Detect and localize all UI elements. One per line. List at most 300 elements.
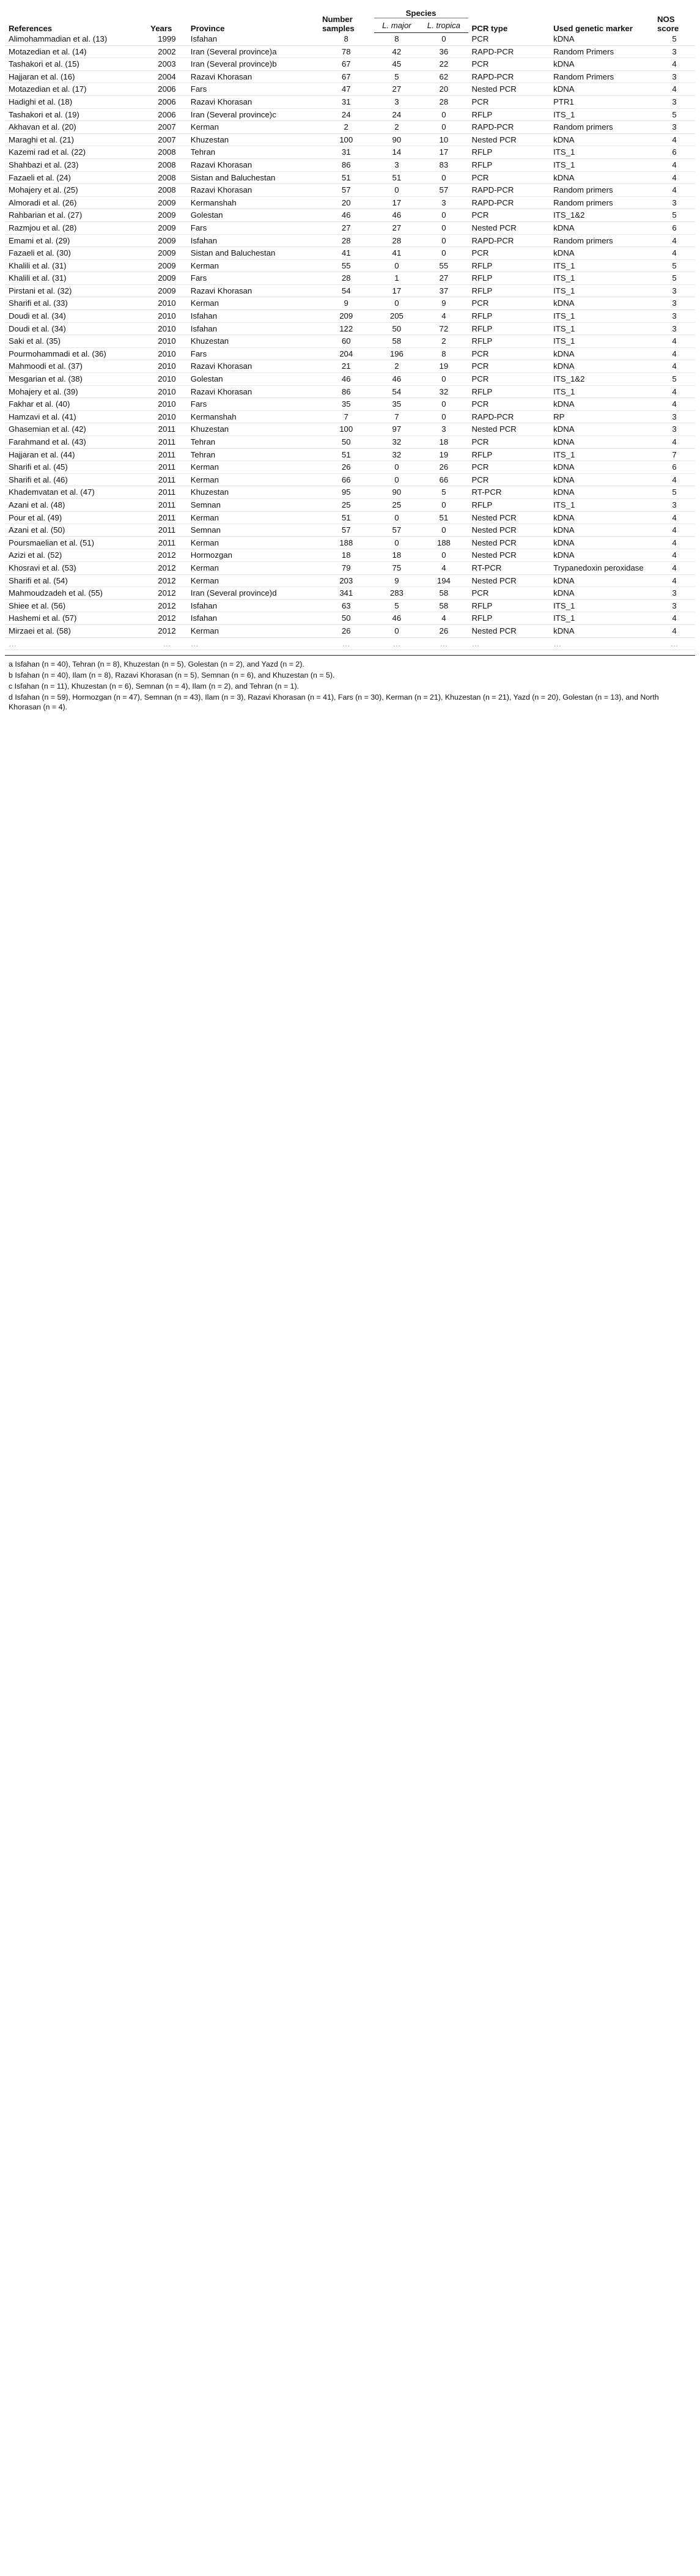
cell-nos: 4 bbox=[654, 524, 695, 537]
cell-samples: 188 bbox=[319, 536, 374, 549]
table-row bbox=[5, 184, 695, 197]
cell-year: 2010 bbox=[147, 335, 187, 348]
cell-pcr-type: PCR bbox=[468, 461, 550, 474]
cell-l-major: 32 bbox=[374, 436, 420, 449]
cell-year: 2010 bbox=[147, 410, 187, 423]
table-row bbox=[5, 234, 695, 247]
table-body bbox=[5, 33, 695, 650]
cell-province: Sistan and Baluchestan bbox=[187, 247, 319, 260]
cell-province: Kerman bbox=[187, 473, 319, 486]
cell-nos: 4 bbox=[654, 335, 695, 348]
cell-l-major: 58 bbox=[374, 335, 420, 348]
cell-l-major: 90 bbox=[374, 133, 420, 146]
cell-samples: 51 bbox=[319, 511, 374, 524]
cell-l-major: 0 bbox=[374, 624, 420, 637]
cell-samples: 20 bbox=[319, 196, 374, 209]
cell-year: 2010 bbox=[147, 322, 187, 335]
cell-l-major: 9 bbox=[374, 574, 420, 587]
cell-l-major: 54 bbox=[374, 385, 420, 398]
cell-reference: Doudi et al. (34) bbox=[5, 310, 147, 323]
table-row bbox=[5, 498, 695, 511]
cell-reference: Hamzavi et al. (41) bbox=[5, 410, 147, 423]
cell-nos: 5 bbox=[654, 272, 695, 285]
cell-samples: 9 bbox=[319, 297, 374, 310]
cell-pcr-type: RFLP bbox=[468, 498, 550, 511]
cell-samples: 78 bbox=[319, 45, 374, 58]
cell-l-major: 0 bbox=[374, 461, 420, 474]
table-row bbox=[5, 486, 695, 499]
cell-nos: 4 bbox=[654, 549, 695, 562]
cell-pcr-type: RFLP bbox=[468, 599, 550, 612]
cell-year: 2012 bbox=[147, 612, 187, 625]
table-row bbox=[5, 448, 695, 461]
cell-l-tropica: 8 bbox=[419, 347, 468, 360]
cell-l-tropica: 20 bbox=[419, 83, 468, 96]
cell-year: 2010 bbox=[147, 385, 187, 398]
cell-samples: 122 bbox=[319, 322, 374, 335]
cell-pcr-type: PCR bbox=[468, 360, 550, 373]
cell-nos: 4 bbox=[654, 133, 695, 146]
cell-l-major: 97 bbox=[374, 423, 420, 436]
cell-samples: 51 bbox=[319, 448, 374, 461]
cell-l-tropica: 194 bbox=[419, 574, 468, 587]
cell-marker: kDNA bbox=[550, 624, 654, 637]
cell-nos: 3 bbox=[654, 587, 695, 600]
table-row bbox=[5, 108, 695, 121]
cell-nos: 3 bbox=[654, 70, 695, 83]
cell-marker: kDNA bbox=[550, 587, 654, 600]
cell-reference: Doudi et al. (34) bbox=[5, 322, 147, 335]
cell-nos: 4 bbox=[654, 473, 695, 486]
table-row bbox=[5, 612, 695, 625]
cell-province: Khuzestan bbox=[187, 486, 319, 499]
table-row bbox=[5, 196, 695, 209]
cell-samples: 35 bbox=[319, 398, 374, 411]
cell-pcr-type: PCR bbox=[468, 247, 550, 260]
cell-year: 2012 bbox=[147, 624, 187, 637]
cell-marker: ITS_1 bbox=[550, 599, 654, 612]
cell-reference: Azizi et al. (52) bbox=[5, 549, 147, 562]
cell-nos: 5 bbox=[654, 373, 695, 386]
cell-samples: 41 bbox=[319, 247, 374, 260]
cell-year: 2009 bbox=[147, 221, 187, 234]
cell-marker: ITS_1&2 bbox=[550, 373, 654, 386]
table-row bbox=[5, 637, 695, 650]
cell-pcr-type: PCR bbox=[468, 297, 550, 310]
cell-l-tropica: 0 bbox=[419, 373, 468, 386]
cell-l-major: 46 bbox=[374, 612, 420, 625]
cell-reference: Shiee et al. (56) bbox=[5, 599, 147, 612]
cell-l-tropica: 83 bbox=[419, 158, 468, 171]
cell-l-tropica: 22 bbox=[419, 58, 468, 71]
cell-samples: 8 bbox=[319, 33, 374, 46]
cell-pcr-type: RAPD-PCR bbox=[468, 121, 550, 134]
cell-reference: Saki et al. (35) bbox=[5, 335, 147, 348]
footnote: b Isfahan (n = 40), Ilam (n = 8), Razavi Khorasan (n = 5), Semnan (n = 6), and Khuzestan (n = 5). bbox=[9, 671, 335, 680]
table-row bbox=[5, 536, 695, 549]
cell-l-tropica: 66 bbox=[419, 473, 468, 486]
cell-reference: Khademvatan et al. (47) bbox=[5, 486, 147, 499]
cell-nos: 4 bbox=[654, 58, 695, 71]
cell-samples: 51 bbox=[319, 171, 374, 184]
cell-nos: … bbox=[654, 637, 695, 650]
cell-marker: kDNA bbox=[550, 247, 654, 260]
cell-samples: … bbox=[319, 637, 374, 650]
cell-samples: 67 bbox=[319, 70, 374, 83]
cell-year: 2004 bbox=[147, 70, 187, 83]
cell-pcr-type: PCR bbox=[468, 398, 550, 411]
cell-reference: Fazaeli et al. (30) bbox=[5, 247, 147, 260]
cell-samples: 100 bbox=[319, 423, 374, 436]
table-row bbox=[5, 95, 695, 108]
cell-l-major: 5 bbox=[374, 599, 420, 612]
table-row bbox=[5, 158, 695, 171]
table-row bbox=[5, 221, 695, 234]
cell-pcr-type: RT-PCR bbox=[468, 486, 550, 499]
cell-l-major: 27 bbox=[374, 221, 420, 234]
cell-pcr-type: RAPD-PCR bbox=[468, 70, 550, 83]
cell-province: Fars bbox=[187, 83, 319, 96]
cell-province: Fars bbox=[187, 347, 319, 360]
cell-marker: PTR1 bbox=[550, 95, 654, 108]
cell-year: 2010 bbox=[147, 347, 187, 360]
cell-l-major: 46 bbox=[374, 209, 420, 222]
cell-l-tropica: … bbox=[419, 637, 468, 650]
cell-province: Semnan bbox=[187, 498, 319, 511]
cell-reference: Pour et al. (49) bbox=[5, 511, 147, 524]
cell-year: 2011 bbox=[147, 436, 187, 449]
cell-l-tropica: 0 bbox=[419, 221, 468, 234]
cell-province: Isfahan bbox=[187, 599, 319, 612]
cell-l-major: 18 bbox=[374, 549, 420, 562]
cell-reference: Emami et al. (29) bbox=[5, 234, 147, 247]
table-row bbox=[5, 121, 695, 134]
cell-marker: ITS_1 bbox=[550, 108, 654, 121]
cell-samples: 50 bbox=[319, 612, 374, 625]
cell-samples: 31 bbox=[319, 95, 374, 108]
footnote: a Isfahan (n = 40), Tehran (n = 8), Khuzestan (n = 5), Golestan (n = 2), and Yazd (n = 2). bbox=[9, 660, 304, 669]
cell-nos: 3 bbox=[654, 121, 695, 134]
cell-province: Fars bbox=[187, 398, 319, 411]
cell-reference: Razmjou et al. (28) bbox=[5, 221, 147, 234]
table-row bbox=[5, 410, 695, 423]
cell-year: 2009 bbox=[147, 196, 187, 209]
cell-reference: Pirstani et al. (32) bbox=[5, 284, 147, 297]
cell-reference: Hashemi et al. (57) bbox=[5, 612, 147, 625]
cell-pcr-type: RAPD-PCR bbox=[468, 184, 550, 197]
cell-l-major: 24 bbox=[374, 108, 420, 121]
cell-year: 2006 bbox=[147, 108, 187, 121]
cell-samples: 21 bbox=[319, 360, 374, 373]
cell-l-major: 17 bbox=[374, 284, 420, 297]
cell-marker: RP bbox=[550, 410, 654, 423]
cell-marker: kDNA bbox=[550, 133, 654, 146]
cell-l-tropica: 19 bbox=[419, 360, 468, 373]
cell-samples: 204 bbox=[319, 347, 374, 360]
cell-nos: 4 bbox=[654, 398, 695, 411]
cell-marker: kDNA bbox=[550, 423, 654, 436]
cell-pcr-type: PCR bbox=[468, 436, 550, 449]
cell-samples: 57 bbox=[319, 184, 374, 197]
cell-nos: 3 bbox=[654, 95, 695, 108]
cell-province: Semnan bbox=[187, 524, 319, 537]
table-row bbox=[5, 247, 695, 260]
cell-province: Kerman bbox=[187, 574, 319, 587]
cell-year: 2012 bbox=[147, 599, 187, 612]
cell-l-tropica: 9 bbox=[419, 297, 468, 310]
header-province: Province bbox=[190, 23, 225, 33]
header-references: References bbox=[9, 23, 53, 33]
footnote: c Isfahan (n = 11), Khuzestan (n = 6), Semnan (n = 4), Ilam (n = 2), and Tehran (n = 1). bbox=[9, 682, 300, 691]
cell-nos: 4 bbox=[654, 612, 695, 625]
cell-year: 2011 bbox=[147, 461, 187, 474]
header-years: Years bbox=[150, 23, 172, 33]
cell-l-tropica: 62 bbox=[419, 70, 468, 83]
cell-pcr-type: PCR bbox=[468, 209, 550, 222]
table-row bbox=[5, 524, 695, 537]
cell-reference: Khosravi et al. (53) bbox=[5, 561, 147, 574]
cell-l-major: … bbox=[374, 637, 420, 650]
cell-province: Fars bbox=[187, 221, 319, 234]
table-row bbox=[5, 146, 695, 159]
cell-year: 2006 bbox=[147, 83, 187, 96]
cell-pcr-type: RAPD-PCR bbox=[468, 196, 550, 209]
cell-province: Kermanshah bbox=[187, 196, 319, 209]
table-row bbox=[5, 33, 695, 46]
header-l-tropica: L. tropica bbox=[419, 18, 468, 33]
cell-province: Iran (Several province)a bbox=[187, 45, 319, 58]
cell-year: 2011 bbox=[147, 448, 187, 461]
cell-marker: ITS_1 bbox=[550, 612, 654, 625]
cell-pcr-type: Nested PCR bbox=[468, 549, 550, 562]
cell-province: Golestan bbox=[187, 373, 319, 386]
cell-l-tropica: 26 bbox=[419, 461, 468, 474]
table-row bbox=[5, 574, 695, 587]
cell-reference: Tashakori et al. (19) bbox=[5, 108, 147, 121]
cell-year: 2012 bbox=[147, 587, 187, 600]
cell-year: 2011 bbox=[147, 486, 187, 499]
cell-province: Razavi Khorasan bbox=[187, 385, 319, 398]
cell-province: Tehran bbox=[187, 146, 319, 159]
cell-nos: 5 bbox=[654, 33, 695, 46]
cell-nos: 3 bbox=[654, 196, 695, 209]
cell-year: 2008 bbox=[147, 171, 187, 184]
cell-marker: kDNA bbox=[550, 486, 654, 499]
table-row bbox=[5, 284, 695, 297]
cell-year: 2010 bbox=[147, 297, 187, 310]
cell-year: 2002 bbox=[147, 45, 187, 58]
cell-nos: 7 bbox=[654, 448, 695, 461]
cell-reference: Kazemi rad et al. (22) bbox=[5, 146, 147, 159]
cell-nos: 5 bbox=[654, 259, 695, 272]
cell-l-tropica: 19 bbox=[419, 448, 468, 461]
cell-l-tropica: 10 bbox=[419, 133, 468, 146]
cell-province: Isfahan bbox=[187, 33, 319, 46]
cell-province: Isfahan bbox=[187, 612, 319, 625]
cell-pcr-type: Nested PCR bbox=[468, 574, 550, 587]
cell-pcr-type: Nested PCR bbox=[468, 221, 550, 234]
cell-reference: Farahmand et al. (43) bbox=[5, 436, 147, 449]
cell-l-major: 2 bbox=[374, 121, 420, 134]
table-row bbox=[5, 259, 695, 272]
cell-pcr-type: RT-PCR bbox=[468, 561, 550, 574]
cell-province: Kerman bbox=[187, 297, 319, 310]
cell-province: Kerman bbox=[187, 624, 319, 637]
cell-reference: Almoradi et al. (26) bbox=[5, 196, 147, 209]
cell-province: Isfahan bbox=[187, 310, 319, 323]
cell-samples: 63 bbox=[319, 599, 374, 612]
cell-samples: 25 bbox=[319, 498, 374, 511]
cell-nos: 3 bbox=[654, 322, 695, 335]
table-row bbox=[5, 624, 695, 637]
cell-year: 2009 bbox=[147, 272, 187, 285]
cell-province: Razavi Khorasan bbox=[187, 284, 319, 297]
table-row bbox=[5, 83, 695, 96]
cell-nos: 3 bbox=[654, 45, 695, 58]
cell-nos: 3 bbox=[654, 310, 695, 323]
cell-reference: Akhavan et al. (20) bbox=[5, 121, 147, 134]
cell-pcr-type: PCR bbox=[468, 95, 550, 108]
cell-reference: Sharifi et al. (45) bbox=[5, 461, 147, 474]
cell-marker: kDNA bbox=[550, 33, 654, 46]
cell-reference: Khalili et al. (31) bbox=[5, 259, 147, 272]
cell-pcr-type: RFLP bbox=[468, 158, 550, 171]
cell-province: Kerman bbox=[187, 461, 319, 474]
cell-samples: 46 bbox=[319, 209, 374, 222]
cell-nos: 3 bbox=[654, 498, 695, 511]
cell-l-tropica: 36 bbox=[419, 45, 468, 58]
cell-l-tropica: 0 bbox=[419, 549, 468, 562]
studies-table bbox=[5, 6, 695, 650]
cell-l-major: 8 bbox=[374, 33, 420, 46]
cell-year: 2007 bbox=[147, 121, 187, 134]
cell-nos: 4 bbox=[654, 536, 695, 549]
cell-l-major: 0 bbox=[374, 473, 420, 486]
cell-l-major: 7 bbox=[374, 410, 420, 423]
cell-nos: 4 bbox=[654, 436, 695, 449]
cell-marker: kDNA bbox=[550, 398, 654, 411]
footnotes bbox=[5, 655, 695, 712]
cell-l-tropica: 51 bbox=[419, 511, 468, 524]
cell-province: Kerman bbox=[187, 511, 319, 524]
cell-l-tropica: 0 bbox=[419, 498, 468, 511]
cell-l-tropica: 26 bbox=[419, 624, 468, 637]
cell-year: 2003 bbox=[147, 58, 187, 71]
table-row bbox=[5, 360, 695, 373]
cell-province: Sistan and Baluchestan bbox=[187, 171, 319, 184]
cell-l-major: 17 bbox=[374, 196, 420, 209]
cell-marker: ITS_1 bbox=[550, 322, 654, 335]
cell-pcr-type: RFLP bbox=[468, 322, 550, 335]
cell-marker: ITS_1 bbox=[550, 498, 654, 511]
table-row bbox=[5, 171, 695, 184]
cell-year: 2011 bbox=[147, 423, 187, 436]
cell-marker: Random Primers bbox=[550, 45, 654, 58]
cell-province: Khuzestan bbox=[187, 335, 319, 348]
cell-pcr-type: RFLP bbox=[468, 272, 550, 285]
cell-samples: 203 bbox=[319, 574, 374, 587]
cell-samples: 86 bbox=[319, 158, 374, 171]
cell-l-major: 41 bbox=[374, 247, 420, 260]
cell-samples: 24 bbox=[319, 108, 374, 121]
cell-province: Khuzestan bbox=[187, 133, 319, 146]
cell-reference: Pourmohammadi et al. (36) bbox=[5, 347, 147, 360]
cell-l-tropica: 5 bbox=[419, 486, 468, 499]
cell-reference: Maraghi et al. (21) bbox=[5, 133, 147, 146]
table-row bbox=[5, 322, 695, 335]
cell-pcr-type: RFLP bbox=[468, 335, 550, 348]
cell-reference: Motazedian et al. (17) bbox=[5, 83, 147, 96]
cell-pcr-type: RFLP bbox=[468, 310, 550, 323]
cell-year: 2012 bbox=[147, 549, 187, 562]
cell-nos: 4 bbox=[654, 171, 695, 184]
cell-pcr-type: PCR bbox=[468, 171, 550, 184]
cell-year: 2010 bbox=[147, 398, 187, 411]
cell-marker: ITS_1 bbox=[550, 272, 654, 285]
cell-samples: 57 bbox=[319, 524, 374, 537]
cell-province: Kerman bbox=[187, 121, 319, 134]
cell-samples: 86 bbox=[319, 385, 374, 398]
cell-marker: Random primers bbox=[550, 184, 654, 197]
cell-samples: 26 bbox=[319, 624, 374, 637]
cell-marker: Random primers bbox=[550, 196, 654, 209]
cell-year: 2006 bbox=[147, 95, 187, 108]
table-row bbox=[5, 58, 695, 71]
cell-marker: kDNA bbox=[550, 549, 654, 562]
cell-marker: ITS_1&2 bbox=[550, 209, 654, 222]
cell-nos: 3 bbox=[654, 284, 695, 297]
cell-l-major: 283 bbox=[374, 587, 420, 600]
cell-samples: 27 bbox=[319, 221, 374, 234]
cell-l-tropica: 2 bbox=[419, 335, 468, 348]
cell-l-tropica: 28 bbox=[419, 95, 468, 108]
cell-l-major: 51 bbox=[374, 171, 420, 184]
cell-province: Kerman bbox=[187, 536, 319, 549]
cell-pcr-type: PCR bbox=[468, 373, 550, 386]
cell-pcr-type: PCR bbox=[468, 587, 550, 600]
cell-marker: ITS_1 bbox=[550, 448, 654, 461]
cell-province: Fars bbox=[187, 272, 319, 285]
cell-reference: Azani et al. (48) bbox=[5, 498, 147, 511]
cell-l-tropica: 0 bbox=[419, 247, 468, 260]
cell-nos: 3 bbox=[654, 423, 695, 436]
cell-samples: 55 bbox=[319, 259, 374, 272]
cell-marker: ITS_1 bbox=[550, 310, 654, 323]
cell-marker: ITS_1 bbox=[550, 158, 654, 171]
cell-pcr-type: PCR bbox=[468, 58, 550, 71]
cell-year: 2009 bbox=[147, 209, 187, 222]
cell-pcr-type: RFLP bbox=[468, 284, 550, 297]
cell-nos: 6 bbox=[654, 146, 695, 159]
cell-l-tropica: 17 bbox=[419, 146, 468, 159]
cell-nos: 4 bbox=[654, 347, 695, 360]
cell-nos: 6 bbox=[654, 221, 695, 234]
cell-province: Iran (Several province)c bbox=[187, 108, 319, 121]
cell-marker: kDNA bbox=[550, 524, 654, 537]
cell-l-tropica: 4 bbox=[419, 310, 468, 323]
cell-l-tropica: 0 bbox=[419, 171, 468, 184]
cell-reference: Tashakori et al. (15) bbox=[5, 58, 147, 71]
cell-year: 2010 bbox=[147, 360, 187, 373]
cell-marker: kDNA bbox=[550, 83, 654, 96]
cell-province: Razavi Khorasan bbox=[187, 158, 319, 171]
cell-marker: ITS_1 bbox=[550, 284, 654, 297]
cell-pcr-type: RFLP bbox=[468, 146, 550, 159]
cell-l-tropica: 0 bbox=[419, 33, 468, 46]
cell-nos: 4 bbox=[654, 184, 695, 197]
cell-reference: Hajjaran et al. (44) bbox=[5, 448, 147, 461]
cell-l-tropica: 18 bbox=[419, 436, 468, 449]
